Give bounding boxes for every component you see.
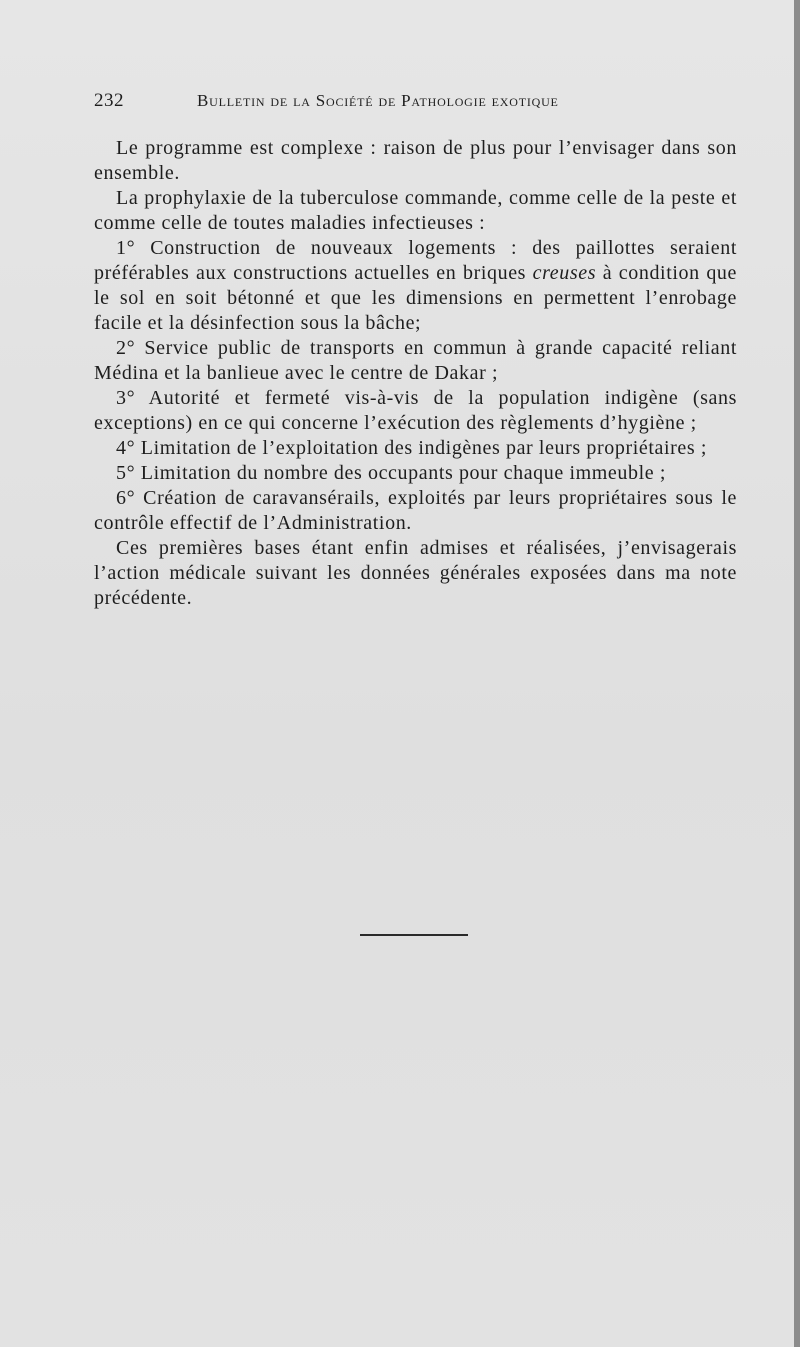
paragraph-point-1-end: à condition que le sol en soit bétonné et que les dimensions en permettent l’enrobage facile et la désinfection sous la bâche; — [94, 262, 737, 334]
section-end-rule — [360, 934, 468, 936]
running-title: Bulletin de la Société de Pathologie exotique — [197, 91, 559, 110]
paragraph-point-5: 5° Limitation du nombre des occupants pour chaque immeuble ; — [116, 462, 666, 484]
paragraph-point-4: 4° Limitation de l’exploitation des indigènes par leurs propriétaires ; — [116, 437, 708, 459]
page-number: 232 — [94, 90, 124, 111]
page-header — [94, 90, 744, 120]
paragraph-prophylaxie: La prophylaxie de la tuberculose commande, comme celle de la peste et comme celle de toutes maladies infectieuses : — [94, 187, 737, 234]
paragraph-intro: Le programme est complexe : raison de plus pour l’envisager dans son ensemble. — [94, 137, 737, 184]
paragraph-point-1 — [94, 236, 737, 336]
paragraph-point-6: 6° Création de caravansérails, exploités par leurs propriétaires sous le contrôle effectif de l’Administration. — [94, 487, 737, 534]
paragraph-conclusion: Ces premières bases étant enfin admises et réalisées, j’envisagerais l’action médicale suivant les données générales exposées dans ma note précédente. — [94, 537, 737, 609]
emphasis-creuses: creuses — [532, 262, 597, 284]
page-edge — [794, 0, 800, 1347]
paragraph-point-2: 2° Service public de transports en commun à grande capacité reliant Médina et la banlieue avec le centre de Dakar ; — [94, 337, 737, 384]
paragraph-point-3: 3° Autorité et fermeté vis-à-vis de la population indigène (sans exceptions) en ce qui concerne l’exécution des règlements d’hygiène ; — [94, 387, 737, 434]
paragraph-point-1-start: 1° Construction de nouveaux logements : des paillottes seraient préférables aux constructions actuelles en briques — [94, 237, 737, 284]
body-text — [94, 136, 737, 611]
